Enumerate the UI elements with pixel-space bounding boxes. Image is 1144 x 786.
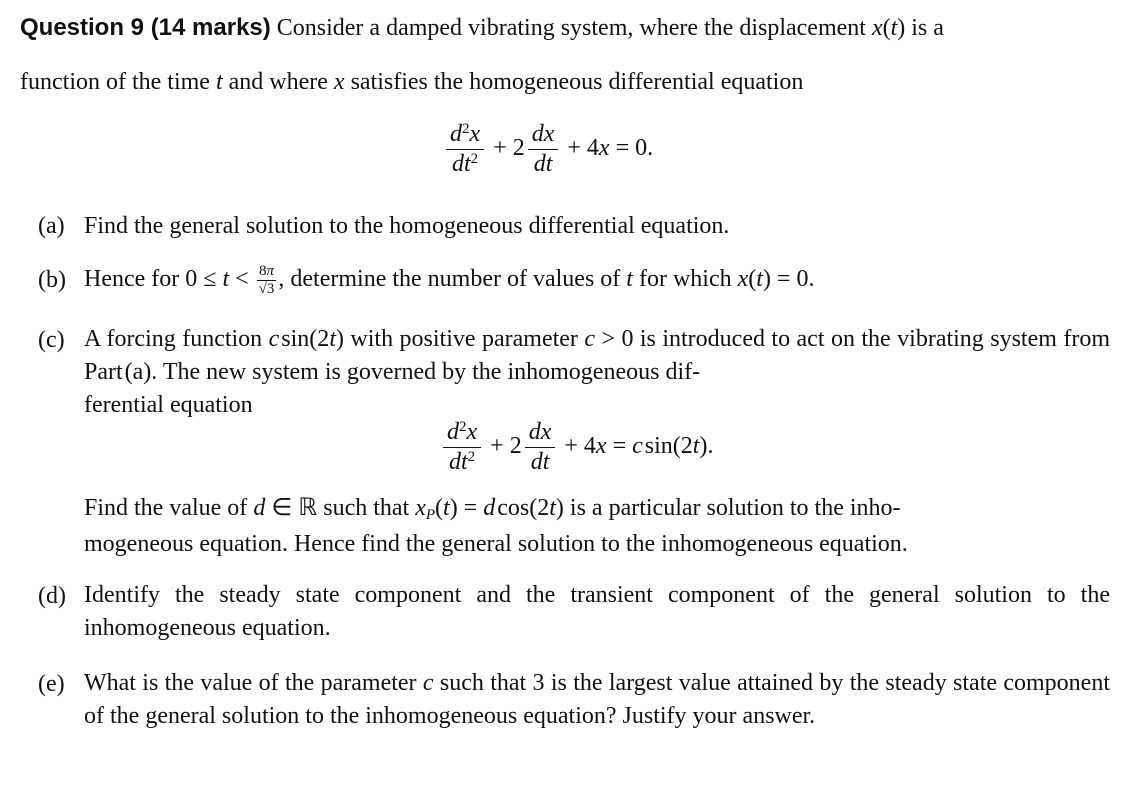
question-heading: Question 9 (14 marks) xyxy=(20,14,271,41)
part-c-text-2: Find the value of d ∈ ℝ such that xP(t) = d cos(2t) is a particular solution to the inho- mogeneous equation. Hence find the general solution to the inhomogeneous equation. xyxy=(84,495,908,557)
part-b-label: (b) xyxy=(38,267,66,293)
part-d-text: Identify the steady state component and the transient component of the general solution to the inhomogeneous equation. xyxy=(84,582,1110,641)
homogeneous-equation: $\frac{d^2x}{dt^2}$ + 2 $\frac{dx}{dt}$ + 4x = 0. xyxy=(443,122,653,177)
part-e-text: What is the value of the parameter c such that 3 is the largest value attained by the steady state component of the general solution to the inhomogeneous equation? Justify your answer. xyxy=(84,670,1110,729)
part-c-text-1: A forcing function c sin(2t) with positive parameter c > 0 is introduced to act on the vibrating system from Part (a). The new system is governed by the inhomogeneous dif- ferential equation xyxy=(84,326,1111,418)
part-a-label: (a) xyxy=(38,213,65,239)
part-d-label: (d) xyxy=(38,583,66,609)
inhomogeneous-equation: $\frac{d^2x}{dt^2}$ + 2 $\frac{dx}{dt}$ + 4x = c sin(2t). xyxy=(440,420,713,475)
part-e-label: (e) xyxy=(38,671,65,697)
part-c-label: (c) xyxy=(38,327,65,353)
part-b-text: Hence for 0 ≤ t < $\frac{8\pi}{√3}$ , determine the number of values of t for which x(t) = 0. xyxy=(84,262,815,297)
question-intro-line-2: function of the time t and where x satisfies the homogeneous differential equation xyxy=(20,69,804,95)
part-a-text: Find the general solution to the homogeneous differential equation. xyxy=(84,213,730,239)
question-intro-line-1: Question 9 (14 marks) Consider a damped vibrating system, where the displacement x(t) is a xyxy=(20,14,944,41)
